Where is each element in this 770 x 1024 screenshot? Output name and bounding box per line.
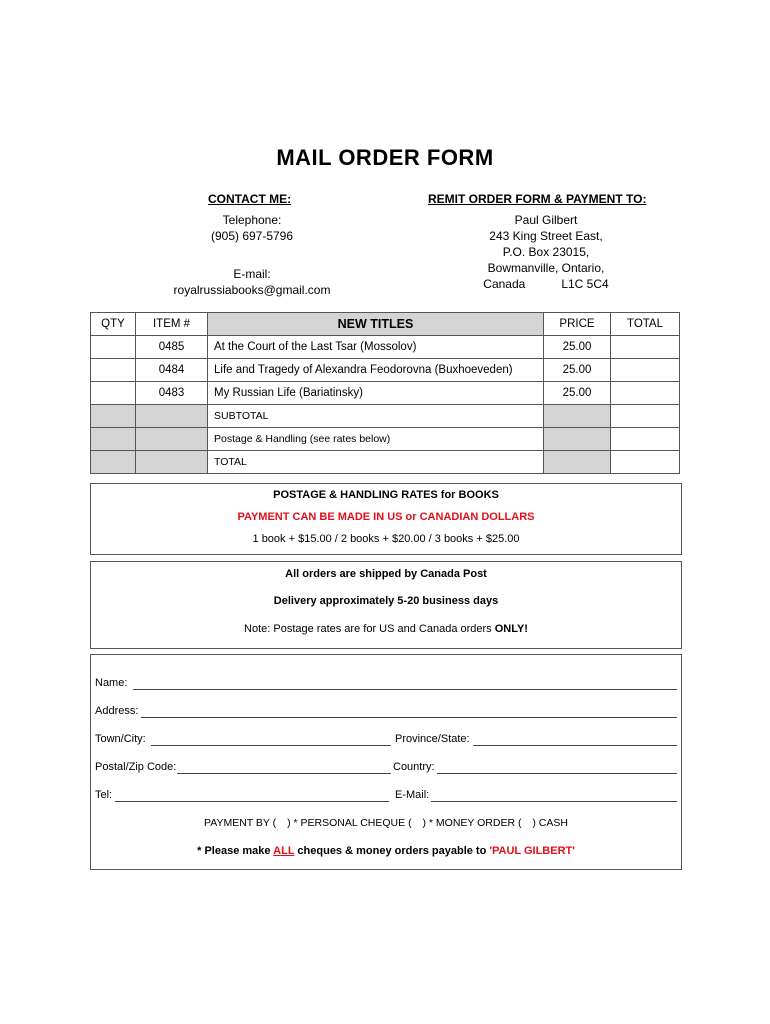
customer-email-field[interactable]	[431, 801, 677, 802]
tel-label: Tel:	[95, 789, 113, 801]
total-cell[interactable]	[611, 382, 680, 405]
item-price: 25.00	[544, 336, 611, 359]
country-field[interactable]	[437, 773, 677, 774]
postage-label: Postage & Handling (see rates below)	[208, 428, 544, 451]
postage-row	[91, 428, 680, 451]
customer-box	[90, 654, 682, 870]
remit-pobox: P.O. Box 23015,	[502, 245, 590, 259]
town-label: Town/City:	[95, 733, 146, 745]
postal-field[interactable]	[177, 773, 391, 774]
table-row	[91, 359, 680, 382]
address-label: Address:	[95, 705, 139, 717]
total-row	[91, 451, 680, 474]
table-row	[91, 382, 680, 405]
remit-address-block	[446, 212, 646, 292]
payable-name: 'PAUL GILBERT'	[489, 845, 575, 857]
remit-street: 243 King Street East,	[489, 229, 603, 243]
qty-cell[interactable]	[91, 359, 136, 382]
telephone-label: Telephone:	[222, 213, 282, 227]
item-number: 0485	[136, 336, 208, 359]
header-item: ITEM #	[136, 313, 208, 336]
item-number: 0483	[136, 382, 208, 405]
remit-country: Canada	[483, 277, 526, 291]
remit-country-line	[446, 276, 646, 292]
remit-city: Bowmanville, Ontario,	[487, 261, 605, 275]
header-price: PRICE	[544, 313, 611, 336]
contact-heading: CONTACT ME:	[208, 192, 292, 206]
tel-field[interactable]	[115, 801, 389, 802]
shipping-line2: Delivery approximately 5-20 business days	[273, 595, 499, 607]
address-field[interactable]	[141, 717, 677, 718]
subtotal-label: SUBTOTAL	[208, 405, 544, 428]
rates-heading: POSTAGE & HANDLING RATES for BOOKS	[273, 489, 499, 501]
item-title: My Russian Life (Bariatinsky)	[208, 382, 544, 405]
remit-heading: REMIT ORDER FORM & PAYMENT TO:	[428, 192, 647, 206]
country-label: Country:	[393, 761, 435, 773]
rates-text: 1 book + $15.00 / 2 books + $20.00 / 3 books + $25.00	[252, 533, 520, 545]
total-cell[interactable]	[611, 359, 680, 382]
remit-name: Paul Gilbert	[514, 213, 578, 227]
currency-note: PAYMENT CAN BE MADE IN US or CANADIAN DOLLARS	[237, 511, 535, 523]
item-title: At the Court of the Last Tsar (Mossolov)	[208, 336, 544, 359]
item-number: 0484	[136, 359, 208, 382]
postal-label: Postal/Zip Code:	[95, 761, 177, 773]
table-row	[91, 336, 680, 359]
shipping-box	[90, 561, 682, 649]
table-header-row	[91, 313, 680, 336]
payable-note: * Please make ALL cheques & money orders payable to 'PAUL GILBERT'	[197, 845, 575, 857]
email-label: E-mail:	[233, 267, 271, 281]
email-value: royalrussiabooks@gmail.com	[173, 283, 331, 297]
total-cell[interactable]	[611, 336, 680, 359]
province-field[interactable]	[473, 745, 677, 746]
page-title: MAIL ORDER FORM	[276, 145, 494, 170]
customer-email-label: E-Mail:	[395, 789, 430, 801]
item-price: 25.00	[544, 359, 611, 382]
name-label: Name:	[95, 677, 128, 689]
rates-box	[90, 483, 682, 555]
town-field[interactable]	[151, 745, 391, 746]
contact-telephone-block	[152, 212, 352, 244]
item-title: Life and Tragedy of Alexandra Feodorovna (Buxhoeveden)	[208, 359, 544, 382]
telephone-value: (905) 697-5796	[210, 229, 294, 243]
contact-email-block	[142, 266, 362, 298]
header-qty: QTY	[91, 313, 136, 336]
order-table	[90, 312, 680, 474]
remit-postal: L1C 5C4	[561, 277, 609, 291]
province-label: Province/State:	[395, 733, 470, 745]
cash-option: ) CASH	[532, 817, 568, 829]
subtotal-cell[interactable]	[611, 405, 680, 428]
header-new-titles: NEW TITLES	[208, 313, 544, 336]
subtotal-row	[91, 405, 680, 428]
shipping-line1: All orders are shipped by Canada Post	[285, 568, 487, 580]
payable-all: ALL	[273, 845, 295, 857]
postage-cell[interactable]	[611, 428, 680, 451]
name-field[interactable]	[133, 689, 677, 690]
shipping-note: Note: Postage rates are for US and Canada orders ONLY!	[244, 623, 528, 635]
total-label: TOTAL	[208, 451, 544, 474]
cheque-option: ) * PERSONAL CHEQUE (	[287, 817, 412, 829]
qty-cell[interactable]	[91, 382, 136, 405]
qty-cell[interactable]	[91, 336, 136, 359]
item-price: 25.00	[544, 382, 611, 405]
header-total: TOTAL	[611, 313, 680, 336]
shipping-note-emphasis: ONLY!	[494, 623, 528, 635]
grand-total-cell[interactable]	[611, 451, 680, 474]
payment-by-label: PAYMENT BY (	[204, 817, 277, 829]
payment-method-line	[91, 817, 681, 829]
money-order-option: ) * MONEY ORDER (	[422, 817, 522, 829]
